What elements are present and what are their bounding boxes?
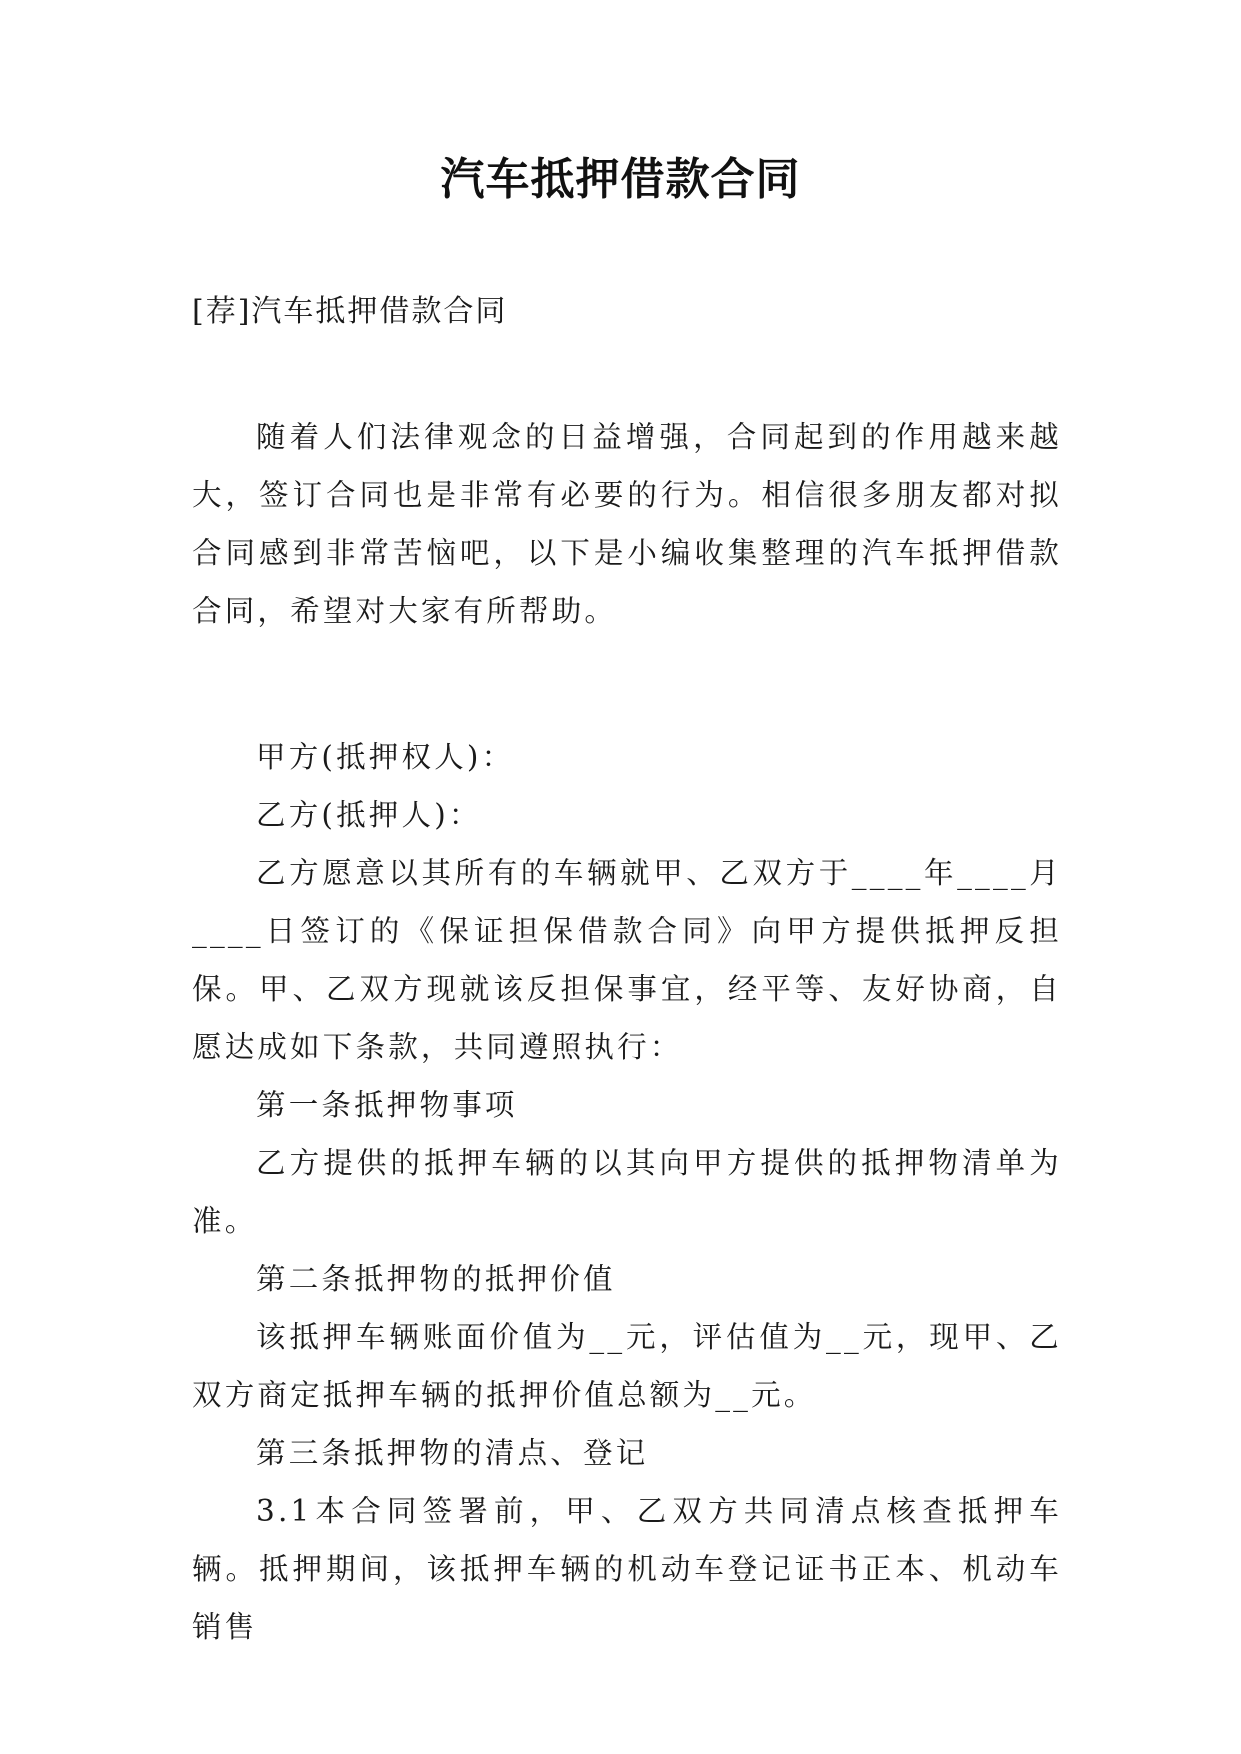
intro-paragraph: 随着人们法律观念的日益增强，合同起到的作用越来越大，签订合同也是非常有必要的行为。相信很多朋友都对拟合同感到非常苦恼吧，以下是小编收集整理的汽车抵押借款合同，希望对大家有所帮助。 — [192, 420, 1062, 628]
document-title: 汽车抵押借款合同 — [440, 154, 801, 205]
paragraph-gap — [192, 640, 1062, 728]
article-2-heading: 第二条抵押物的抵押价值 — [256, 1262, 616, 1296]
article-2-text: 该抵押车辆账面价值为__元，评估值为__元，现甲、乙双方商定抵押车辆的抵押价值总额为__元。 — [192, 1320, 1062, 1412]
party-a-line: 甲方(抵押权人)： — [256, 740, 515, 774]
preamble-paragraph: 乙方愿意以其所有的车辆就甲、乙双方于____年____月____日签订的《保证担保借款合同》向甲方提供抵押反担保。甲、乙双方现就该反担保事宜，经平等、友好协商，自愿达成如下条款，共同遵照执行： — [192, 856, 1062, 1064]
party-b-line: 乙方(抵押人)： — [256, 798, 482, 832]
article-3-text: 3.1本合同签署前，甲、乙双方共同清点核查抵押车辆。抵押期间，该抵押车辆的机动车登记证书正本、机动车销售 — [192, 1494, 1062, 1644]
document-body — [192, 408, 1062, 1656]
article-1-text: 乙方提供的抵押车辆的以其向甲方提供的抵押物清单为准。 — [192, 1146, 1062, 1238]
article-1-heading: 第一条抵押物事项 — [256, 1088, 518, 1122]
article-3-heading: 第三条抵押物的清点、登记 — [256, 1436, 649, 1470]
document-subtitle: [荐]汽车抵押借款合同 — [192, 294, 508, 329]
